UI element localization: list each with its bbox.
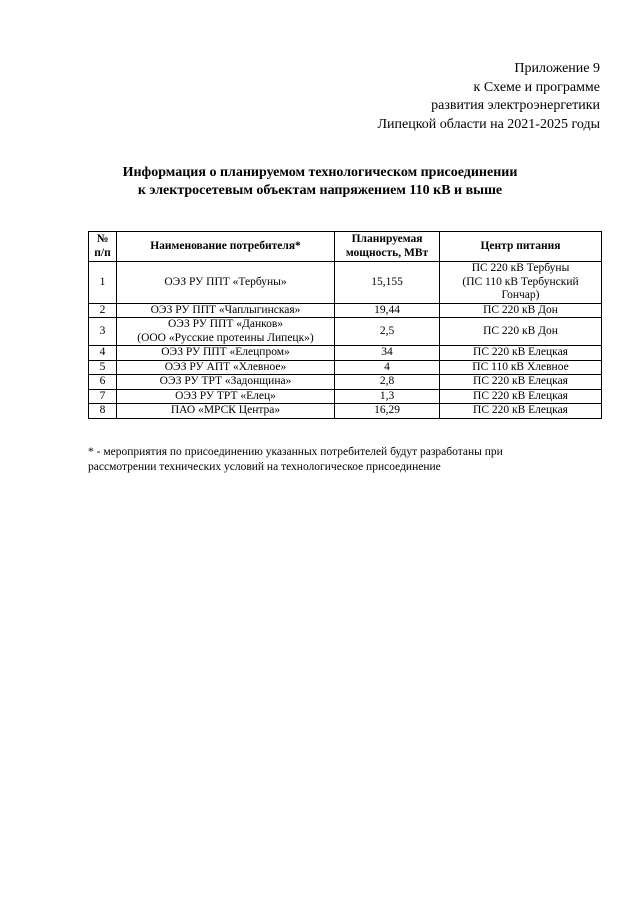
appendix-line: к Схеме и программе — [473, 79, 600, 95]
power-center — [440, 346, 602, 361]
cell-line: (ООО «Русские протеины Липецк») — [137, 331, 314, 344]
table-row — [89, 389, 602, 404]
planned-power: 2,8 — [335, 375, 440, 390]
row-number: 7 — [89, 389, 117, 404]
footnote — [88, 445, 588, 475]
cell-line: ПС 220 кВ Елецкая — [473, 389, 568, 402]
appendix-line: развития электроэнергетики — [431, 98, 600, 113]
document-title — [0, 164, 640, 200]
row-number: 3 — [89, 318, 117, 346]
row-number: 5 — [89, 360, 117, 375]
table-row — [89, 318, 602, 346]
table-row — [89, 303, 602, 318]
consumer-name — [117, 303, 335, 318]
consumer-name — [117, 318, 335, 346]
cell-line: ПС 110 кВ Хлевное — [472, 360, 569, 373]
consumer-name — [117, 404, 335, 419]
appendix-line: Приложение 9 — [514, 61, 600, 76]
planned-power: 16,29 — [335, 404, 440, 419]
table-header-row — [89, 232, 602, 262]
footnote-line: * - мероприятия по присоединению указанных потребителей будут разработаны при — [88, 446, 503, 458]
cell-line: ОЭЗ РУ ТРТ «Задонщина» — [159, 375, 292, 387]
power-center — [440, 404, 602, 419]
planned-power: 2,5 — [335, 318, 440, 346]
header-line: мощность, МВт — [345, 246, 429, 259]
header-line: п/п — [94, 246, 111, 259]
cell-line: ПС 220 кВ Дон — [483, 303, 558, 316]
table-row — [89, 262, 602, 304]
cell-line: ПАО «МРСК Центра» — [170, 404, 281, 416]
consumer-name — [117, 375, 335, 390]
consumer-name — [117, 389, 335, 404]
cell-line: ПС 220 кВ Елецкая — [473, 404, 568, 416]
row-number: 6 — [89, 375, 117, 390]
header-line: Центр питания — [480, 239, 561, 252]
cell-line: ПС 220 кВ Елецкая — [473, 346, 568, 358]
cell-line: ПС 220 кВ Тербуны — [471, 262, 570, 274]
planned-power: 15,155 — [335, 262, 440, 304]
footnote-line: рассмотрении технических условий на технологическое присоединение — [88, 461, 441, 473]
table-row — [89, 346, 602, 361]
row-number: 4 — [89, 346, 117, 361]
table-row — [89, 404, 602, 419]
consumer-name — [117, 262, 335, 304]
planned-power: 19,44 — [335, 303, 440, 318]
cell-line: ПС 220 кВ Елецкая — [473, 375, 568, 387]
cell-line: ОЭЗ РУ ППТ «Чаплыгинская» — [150, 303, 301, 316]
consumer-name — [117, 346, 335, 361]
appendix-line: Липецкой области на 2021-2025 годы — [377, 116, 600, 132]
consumer-name — [117, 360, 335, 375]
row-number: 1 — [89, 262, 117, 304]
power-center — [440, 375, 602, 390]
header-consumer-name — [117, 232, 335, 262]
power-center — [440, 318, 602, 346]
power-center — [440, 303, 602, 318]
appendix-reference — [378, 60, 600, 134]
cell-line: ОЭЗ РУ ППТ «Тербуны» — [164, 275, 287, 288]
title-line: Информация о планируемом технологическом присоединении — [122, 165, 518, 180]
power-center — [440, 389, 602, 404]
cell-line: Гончар) — [501, 289, 540, 301]
cell-line: ОЭЗ РУ ППТ «Данков» — [167, 318, 284, 330]
header-line: Планируемая — [351, 233, 423, 245]
planned-power: 4 — [335, 360, 440, 375]
planned-power: 1,3 — [335, 389, 440, 404]
cell-line: ОЭЗ РУ ППТ «Елецпром» — [161, 346, 290, 358]
cell-line: ОЭЗ РУ АПТ «Хлевное» — [164, 360, 287, 373]
planned-power: 34 — [335, 346, 440, 361]
cell-line: (ПС 110 кВ Тербунский — [462, 275, 579, 288]
header-number — [89, 232, 117, 262]
table-row — [89, 375, 602, 390]
header-line: № — [96, 233, 109, 245]
title-line: к электросетевым объектам напряжением 110 кВ и выше — [137, 183, 503, 198]
header-planned-power — [335, 232, 440, 262]
table-row — [89, 360, 602, 375]
header-line: Наименование потребителя* — [150, 239, 301, 252]
row-number: 2 — [89, 303, 117, 318]
power-center — [440, 262, 602, 304]
power-center — [440, 360, 602, 375]
cell-line: ПС 220 кВ Дон — [483, 324, 558, 337]
header-power-center — [440, 232, 602, 262]
consumers-table — [88, 231, 602, 419]
row-number: 8 — [89, 404, 117, 419]
cell-line: ОЭЗ РУ ТРТ «Елец» — [175, 389, 276, 402]
